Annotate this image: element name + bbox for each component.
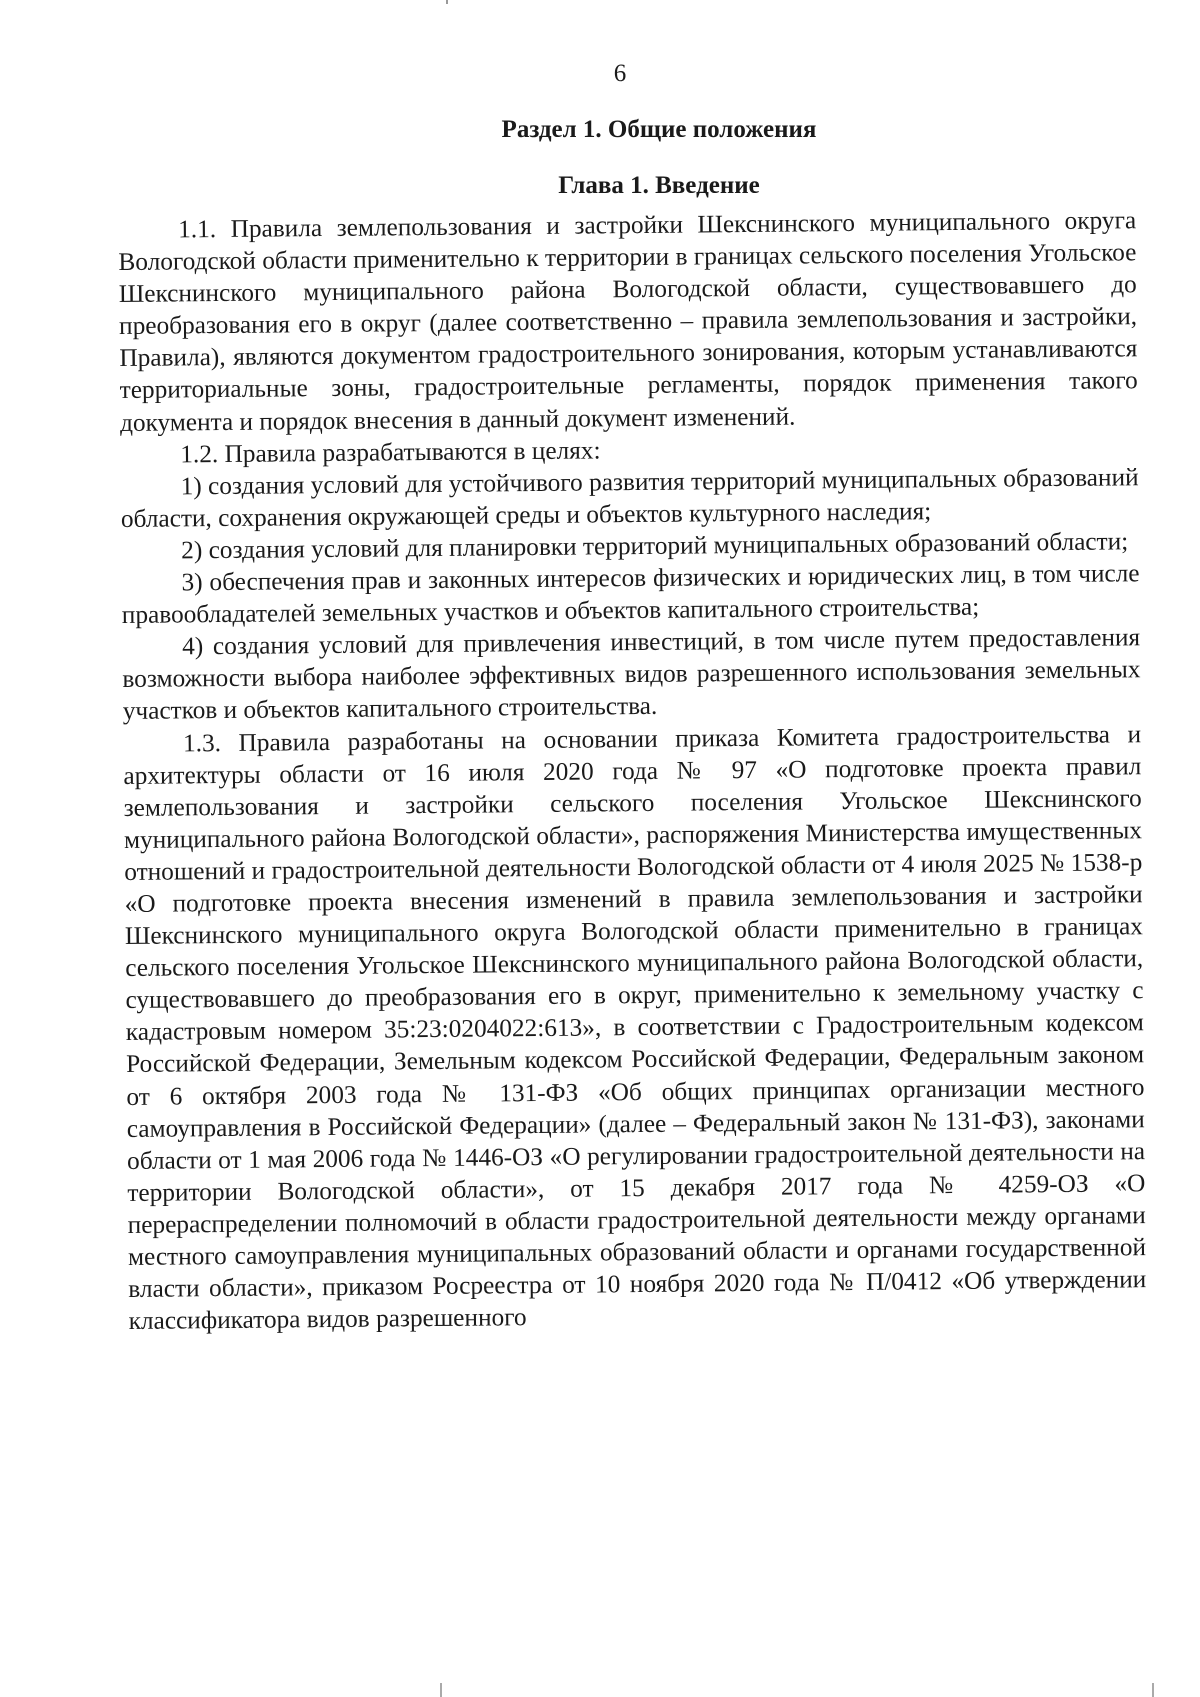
section-heading: Раздел 1. Общие положения — [501, 116, 817, 143]
document-body — [118, 204, 1147, 1337]
list-item-3: 3) обеспечения прав и законных интересов физических и юридических лиц, в том числе правообладателей земельных участков и объектов капитального строительства; — [121, 559, 1140, 630]
scan-mark — [1152, 1683, 1154, 1697]
paragraph-1-2: 1.2. Правила разрабатываются в целях: — [180, 436, 601, 469]
paragraph-1-3: 1.3. Правила разработаны на основании приказа Комитета градостроительства и архитектуры области от 16 июля 2020 года № 97 «О подготовке проекта правил землепользования и застройки сельского поселения Угольское Шекснинского муниципального района Вологодской области», распоряжения Министерства имущественных отношений и градостроительной деятельности Вологодской области от 4 июля 2025 № 1538-р «О подготовке проекта внесения изменений в правила землепользования и застройки Шекснинского муниципального округа Вологодской области применительно в границах сельского поселения Угольское Шекснинского муниципального района Вологодской области, существовавшего до преобразования его в округ, применительно к земельному участку с кадастровым номером 35:23:0204022:613», в соответствии с Градостроительным кодексом Российской Федерации, Земельным кодексом Российской Федерации, Федеральным законом от 6 октября 2003 года № 131-ФЗ «Об общих принципах организации местного самоуправления в Российской Федерации» (далее – Федеральный закон № 131-ФЗ), законами области от 1 мая 2006 года № 1446-ОЗ «О регулировании градостроительной деятельности на территории Вологодской области», от 15 декабря 2017 года № 4259-ОЗ «О перераспределении полномочий в области градостроительной деятельности между органами местного самоуправления муниципальных образований области и органами государственной власти области», приказом Росреестра от 10 ноября 2020 года № П/0412 «Об утверждении классификатора видов разрешенного — [123, 719, 1147, 1336]
list-item-1: 1) создания условий для устойчивого развития территорий муниципальных образований области, сохранения окружающей среды и объектов культурного наследия; — [120, 462, 1139, 533]
list-item-2: 2) создания условий для планировки территорий муниципальных образований области; — [181, 527, 1129, 565]
page-number: 6 — [613, 60, 627, 87]
paragraph-1-1: 1.1. Правила землепользования и застройки Шекснинского муниципального округа Вологодской области применительно к территории в границах сельского поселения Угольское Шекснинского муниципального района Вологодской области, существовавшего до преобразования его в округ (далее соответственно – правила землепользования и застройки, Правила), являются документом градостроительного зонирования, которым устанавливаются территориальные зоны, градостроительные регламенты, порядок применения такого документа и порядок внесения в данный документ изменений. — [118, 206, 1138, 437]
list-item-4: 4) создания условий для привлечения инвестиций, в том числе путем предоставления возможности выбора наиболее эффективных видов разрешенного использования земельных участков и объектов капитального строительства. — [122, 623, 1141, 726]
chapter-heading: Глава 1. Введение — [558, 172, 760, 199]
scan-mark — [440, 1683, 442, 1697]
scan-mark — [446, 0, 448, 4]
